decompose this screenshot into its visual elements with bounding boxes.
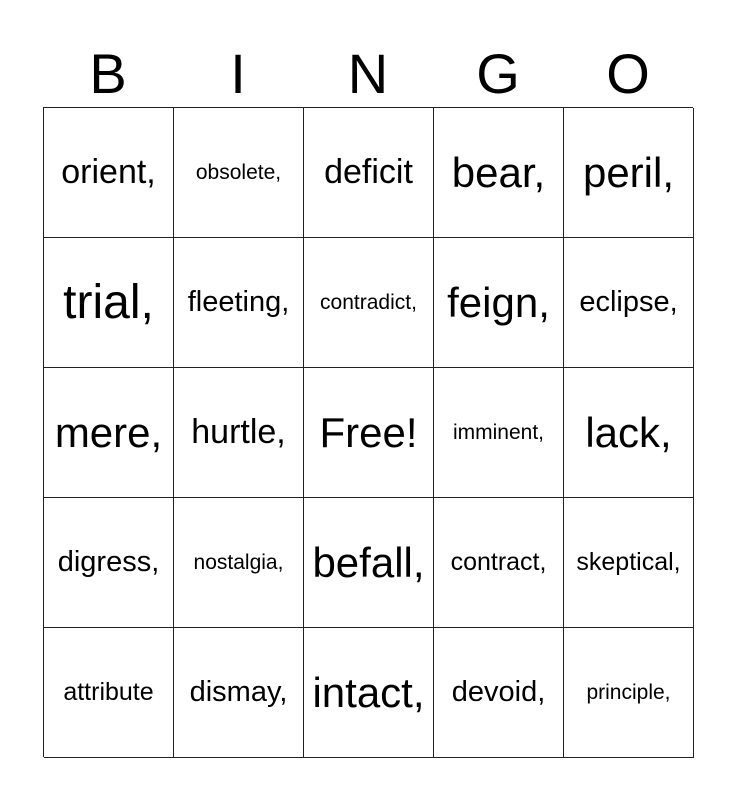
- free-space-cell[interactable]: Free!: [304, 368, 434, 498]
- bingo-cell[interactable]: lack,: [564, 368, 694, 498]
- header-letter-n: N: [347, 42, 389, 105]
- header-letter-i: I: [230, 42, 246, 105]
- bingo-cell[interactable]: feign,: [434, 238, 564, 368]
- bingo-cell[interactable]: befall,: [304, 498, 434, 628]
- bingo-cell[interactable]: contradict,: [304, 238, 434, 368]
- bingo-cell[interactable]: peril,: [564, 108, 694, 238]
- bingo-cell[interactable]: devoid,: [434, 628, 564, 758]
- bingo-cell[interactable]: contract,: [434, 498, 564, 628]
- bingo-cell[interactable]: obsolete,: [174, 108, 304, 238]
- bingo-cell[interactable]: dismay,: [174, 628, 304, 758]
- bingo-cell[interactable]: hurtle,: [174, 368, 304, 498]
- bingo-cell[interactable]: bear,: [434, 108, 564, 238]
- bingo-cell[interactable]: digress,: [44, 498, 174, 628]
- bingo-cell[interactable]: trial,: [44, 238, 174, 368]
- bingo-header: [43, 40, 693, 108]
- bingo-cell[interactable]: attribute: [44, 628, 174, 758]
- bingo-cell[interactable]: principle,: [564, 628, 694, 758]
- bingo-cell[interactable]: fleeting,: [174, 238, 304, 368]
- bingo-cell[interactable]: deficit: [304, 108, 434, 238]
- bingo-board: [43, 107, 693, 757]
- bingo-cell[interactable]: eclipse,: [564, 238, 694, 368]
- bingo-cell[interactable]: nostalgia,: [174, 498, 304, 628]
- bingo-cell[interactable]: orient,: [44, 108, 174, 238]
- header-letter-g: G: [476, 42, 520, 105]
- header-letter-b: B: [89, 42, 127, 105]
- header-letter-o: O: [606, 42, 650, 105]
- bingo-cell[interactable]: mere,: [44, 368, 174, 498]
- bingo-cell[interactable]: skeptical,: [564, 498, 694, 628]
- bingo-cell[interactable]: imminent,: [434, 368, 564, 498]
- bingo-cell[interactable]: intact,: [304, 628, 434, 758]
